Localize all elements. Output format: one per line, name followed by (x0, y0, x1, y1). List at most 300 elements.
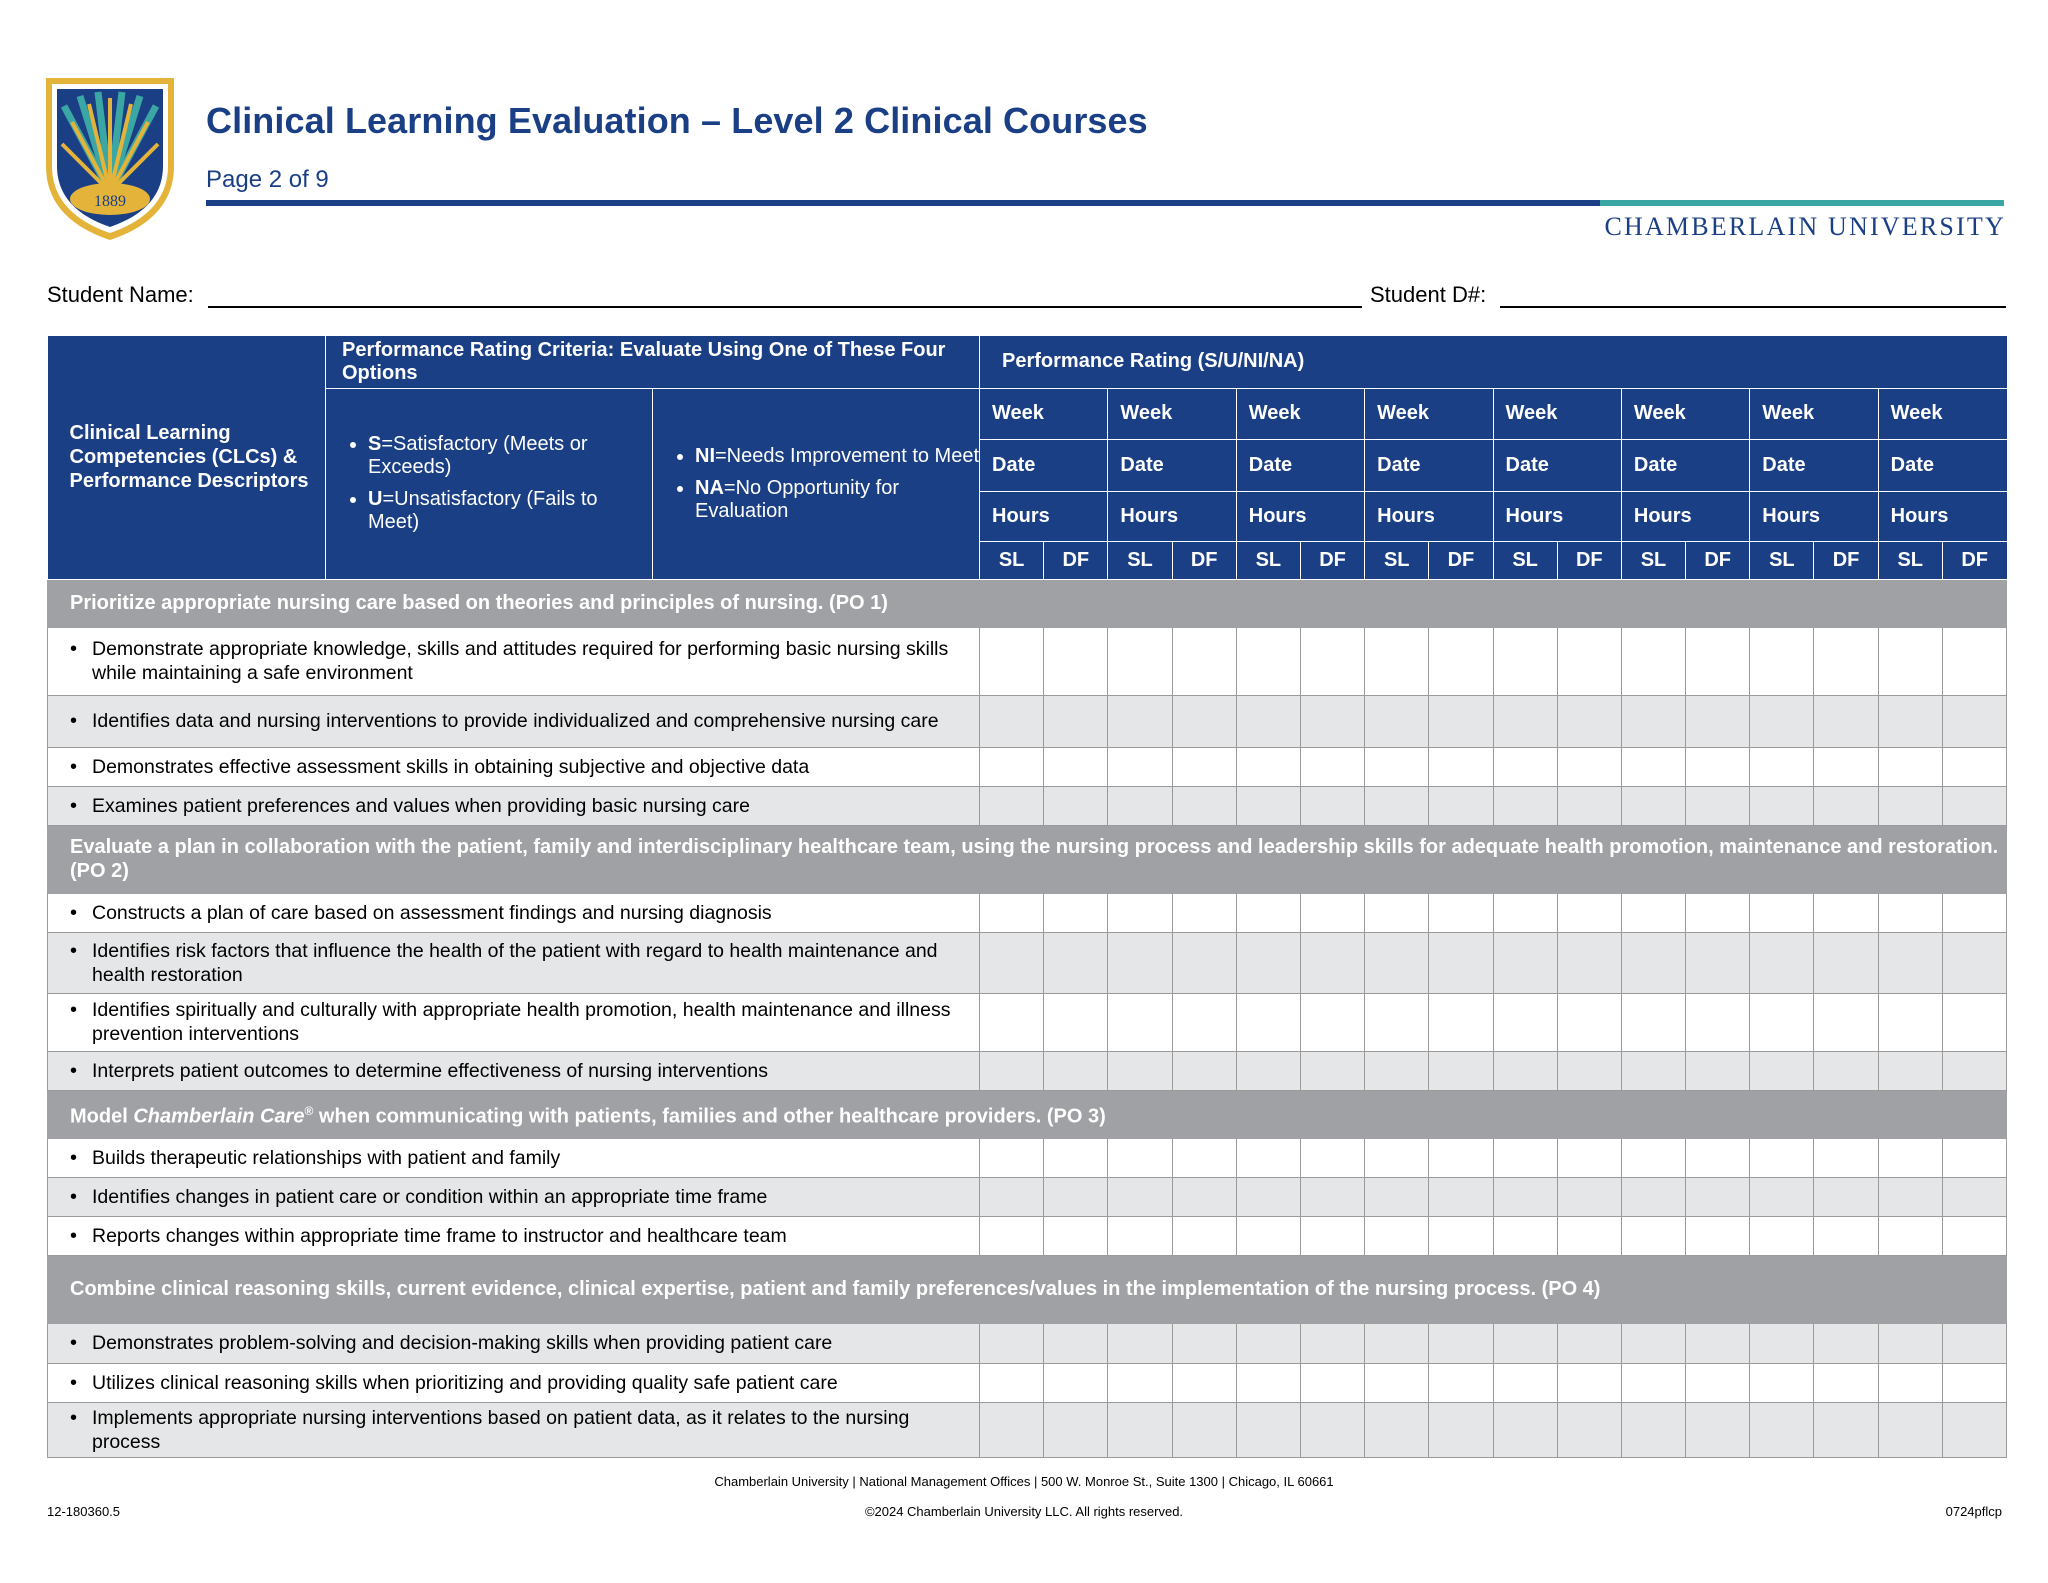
sl-rating-cell[interactable] (1108, 1138, 1172, 1177)
sl-rating-cell[interactable] (1493, 993, 1557, 1051)
sl-header-8: SL (1878, 541, 1942, 579)
sl-rating-cell[interactable] (1878, 627, 1942, 695)
competency-text: • Identifies risk factors that influence the health of the patient with regard to health maintenance and health restoration (70, 939, 971, 987)
df-rating-cell[interactable] (1942, 993, 2006, 1051)
sl-rating-cell[interactable] (1365, 1323, 1429, 1363)
date-cell-5: Date (1493, 439, 1621, 491)
df-rating-cell[interactable] (1429, 1051, 1493, 1090)
sl-rating-cell[interactable] (1621, 893, 1685, 932)
sl-rating-cell[interactable] (1108, 1323, 1172, 1363)
df-rating-cell[interactable] (1814, 1363, 1878, 1402)
sl-rating-cell[interactable] (1365, 1177, 1429, 1216)
df-rating-cell[interactable] (1429, 893, 1493, 932)
df-rating-cell[interactable] (1172, 1051, 1236, 1090)
df-rating-cell[interactable] (1044, 1363, 1108, 1402)
competency-text: • Identifies data and nursing interventions to provide individualized and comprehensive nursing care (70, 709, 971, 733)
sl-rating-cell[interactable] (1621, 993, 1685, 1051)
df-rating-cell[interactable] (1044, 1323, 1108, 1363)
sl-rating-cell[interactable] (1621, 786, 1685, 825)
df-rating-cell[interactable] (1557, 993, 1621, 1051)
week-cell-1: Week (980, 388, 1108, 439)
df-rating-cell[interactable] (1686, 747, 1750, 786)
df-rating-cell[interactable] (1942, 1323, 2006, 1363)
df-rating-cell[interactable] (1942, 627, 2006, 695)
hours-cell-3: Hours (1236, 491, 1364, 541)
option-na: • NA=No Opportunity for Evaluation (695, 477, 979, 523)
df-rating-cell[interactable] (1300, 1323, 1364, 1363)
sl-rating-cell[interactable] (1750, 993, 1814, 1051)
df-rating-cell[interactable] (1814, 1216, 1878, 1255)
sl-rating-cell[interactable] (1750, 695, 1814, 747)
competency-descriptor (48, 1323, 980, 1363)
sl-rating-cell[interactable] (980, 1138, 1044, 1177)
sl-rating-cell[interactable] (1365, 1051, 1429, 1090)
sl-rating-cell[interactable] (1365, 932, 1429, 993)
df-rating-cell[interactable] (1172, 1323, 1236, 1363)
df-rating-cell[interactable] (1686, 1363, 1750, 1402)
competency-descriptor (48, 747, 980, 786)
sl-rating-cell[interactable] (1108, 627, 1172, 695)
competency-descriptor (48, 786, 980, 825)
competency-descriptor (48, 1177, 980, 1216)
week-cell-5: Week (1493, 388, 1621, 439)
hours-cell-2: Hours (1108, 491, 1236, 541)
df-rating-cell[interactable] (1686, 1138, 1750, 1177)
sl-rating-cell[interactable] (980, 1216, 1044, 1255)
df-header-5: DF (1557, 541, 1621, 579)
df-rating-cell[interactable] (1942, 1363, 2006, 1402)
df-rating-cell[interactable] (1557, 627, 1621, 695)
sl-rating-cell[interactable] (1365, 695, 1429, 747)
df-rating-cell[interactable] (1686, 695, 1750, 747)
df-rating-cell[interactable] (1557, 1216, 1621, 1255)
sl-rating-cell[interactable] (980, 1363, 1044, 1402)
sl-rating-cell[interactable] (1621, 627, 1685, 695)
df-rating-cell[interactable] (1172, 1138, 1236, 1177)
df-rating-cell[interactable] (1300, 1402, 1364, 1457)
df-rating-cell[interactable] (1429, 786, 1493, 825)
df-rating-cell[interactable] (1044, 786, 1108, 825)
sl-rating-cell[interactable] (1750, 1177, 1814, 1216)
df-rating-cell[interactable] (1814, 893, 1878, 932)
df-rating-cell[interactable] (1044, 932, 1108, 993)
sl-rating-cell[interactable] (980, 1323, 1044, 1363)
sl-rating-cell[interactable] (1493, 932, 1557, 993)
header-rule-blue (206, 200, 1600, 206)
df-rating-cell[interactable] (1686, 893, 1750, 932)
competency-descriptor (48, 893, 980, 932)
df-rating-cell[interactable] (1172, 932, 1236, 993)
sl-rating-cell[interactable] (980, 893, 1044, 932)
sl-rating-cell[interactable] (1878, 993, 1942, 1051)
df-rating-cell[interactable] (1942, 932, 2006, 993)
df-rating-cell[interactable] (1686, 932, 1750, 993)
footer-form-id: 12-180360.5 (47, 1504, 121, 1519)
df-rating-cell[interactable] (1429, 1323, 1493, 1363)
df-rating-cell[interactable] (1557, 1138, 1621, 1177)
df-rating-cell[interactable] (1429, 1216, 1493, 1255)
df-rating-cell[interactable] (1942, 1177, 2006, 1216)
df-rating-cell[interactable] (1942, 1138, 2006, 1177)
sl-rating-cell[interactable] (1108, 1177, 1172, 1216)
week-cell-6: Week (1621, 388, 1749, 439)
clc-column-header: Clinical Learning Competencies (CLCs) & Performance Descriptors (48, 336, 326, 579)
sl-rating-cell[interactable] (1108, 1051, 1172, 1090)
df-rating-cell[interactable] (1044, 627, 1108, 695)
competency-row (48, 1051, 2007, 1090)
chamberlain-crest-logo (42, 74, 178, 244)
df-rating-cell[interactable] (1044, 695, 1108, 747)
df-rating-cell[interactable] (1300, 1177, 1364, 1216)
footer-address: Chamberlain University | National Management Offices | 500 W. Monroe St., Suite 1300 | Chicago, IL 60661 (714, 1474, 1334, 1489)
competency-descriptor (48, 1216, 980, 1255)
sl-rating-cell[interactable] (1365, 1402, 1429, 1457)
sl-rating-cell[interactable] (980, 1177, 1044, 1216)
sl-rating-cell[interactable] (1621, 1138, 1685, 1177)
df-rating-cell[interactable] (1300, 1051, 1364, 1090)
sl-rating-cell[interactable] (1621, 1216, 1685, 1255)
sl-rating-cell[interactable] (1365, 1363, 1429, 1402)
hours-cell-7: Hours (1750, 491, 1878, 541)
df-rating-cell[interactable] (1044, 747, 1108, 786)
sl-rating-cell[interactable] (1365, 1216, 1429, 1255)
sl-rating-cell[interactable] (1493, 1138, 1557, 1177)
sl-rating-cell[interactable] (1365, 893, 1429, 932)
df-rating-cell[interactable] (1814, 1402, 1878, 1457)
sl-rating-cell[interactable] (1365, 786, 1429, 825)
df-rating-cell[interactable] (1172, 695, 1236, 747)
df-rating-cell[interactable] (1044, 1402, 1108, 1457)
sl-rating-cell[interactable] (1108, 993, 1172, 1051)
sl-rating-cell[interactable] (1750, 1323, 1814, 1363)
df-rating-cell[interactable] (1557, 747, 1621, 786)
sl-rating-cell[interactable] (1236, 695, 1300, 747)
student-name-field[interactable] (208, 306, 1362, 308)
sl-rating-cell[interactable] (1493, 1363, 1557, 1402)
df-rating-cell[interactable] (1172, 1363, 1236, 1402)
sl-rating-cell[interactable] (1750, 747, 1814, 786)
competency-descriptor (48, 1402, 980, 1457)
university-wordmark: CHAMBERLAIN UNIVERSITY (1604, 212, 2006, 241)
sl-rating-cell[interactable] (980, 786, 1044, 825)
week-cell-2: Week (1108, 388, 1236, 439)
df-rating-cell[interactable] (1814, 993, 1878, 1051)
df-rating-cell[interactable] (1172, 893, 1236, 932)
df-rating-cell[interactable] (1044, 1216, 1108, 1255)
sl-rating-cell[interactable] (1878, 932, 1942, 993)
section-header-po2: Evaluate a plan in collaboration with the patient, family and interdisciplinary healthcare team, using the nursing process and leadership skills for adequate health promotion, maintenance and restoration. (PO 2) (48, 825, 2007, 893)
section-header-po4: Combine clinical reasoning skills, current evidence, clinical expertise, patient and family preferences/values in the implementation of the nursing process. (PO 4) (48, 1255, 2007, 1323)
section-header-po1: Prioritize appropriate nursing care based on theories and principles of nursing. (PO 1) (48, 579, 2007, 627)
df-rating-cell[interactable] (1942, 1051, 2006, 1090)
sl-rating-cell[interactable] (1236, 1177, 1300, 1216)
sl-rating-cell[interactable] (980, 1402, 1044, 1457)
competency-row (48, 786, 2007, 825)
sl-rating-cell[interactable] (1493, 695, 1557, 747)
sl-rating-cell[interactable] (1750, 1138, 1814, 1177)
sl-rating-cell[interactable] (1493, 747, 1557, 786)
sl-rating-cell[interactable] (1750, 1051, 1814, 1090)
sl-rating-cell[interactable] (1493, 627, 1557, 695)
competency-row (48, 1177, 2007, 1216)
df-rating-cell[interactable] (1172, 993, 1236, 1051)
competency-row (48, 627, 2007, 695)
sl-rating-cell[interactable] (1108, 695, 1172, 747)
sl-header-4: SL (1365, 541, 1429, 579)
sl-rating-cell[interactable] (1108, 932, 1172, 993)
sl-rating-cell[interactable] (1108, 1402, 1172, 1457)
sl-rating-cell[interactable] (1236, 786, 1300, 825)
df-rating-cell[interactable] (1557, 1402, 1621, 1457)
competency-descriptor (48, 627, 980, 695)
sl-rating-cell[interactable] (1750, 786, 1814, 825)
page-number: Page 2 of 9 (206, 166, 329, 193)
competency-row (48, 993, 2007, 1051)
df-rating-cell[interactable] (1172, 1402, 1236, 1457)
date-cell-6: Date (1621, 439, 1749, 491)
date-cell-3: Date (1236, 439, 1364, 491)
df-rating-cell[interactable] (1686, 1051, 1750, 1090)
sl-rating-cell[interactable] (1750, 1363, 1814, 1402)
competency-text: • Utilizes clinical reasoning skills when prioritizing and providing quality safe patient care (70, 1371, 971, 1395)
df-rating-cell[interactable] (1942, 747, 2006, 786)
df-rating-cell[interactable] (1429, 993, 1493, 1051)
df-rating-cell[interactable] (1814, 747, 1878, 786)
sl-rating-cell[interactable] (1365, 627, 1429, 695)
criteria-options-right (653, 388, 980, 579)
df-rating-cell[interactable] (1814, 786, 1878, 825)
competency-text: • Reports changes within appropriate time frame to instructor and healthcare team (70, 1224, 971, 1248)
sl-rating-cell[interactable] (1878, 747, 1942, 786)
sl-rating-cell[interactable] (1236, 1363, 1300, 1402)
sl-rating-cell[interactable] (1750, 932, 1814, 993)
sl-rating-cell[interactable] (1750, 627, 1814, 695)
competency-row (48, 1138, 2007, 1177)
competency-text: • Identifies spiritually and culturally with appropriate health promotion, health maintenance and illness prevention interventions (70, 998, 971, 1046)
df-rating-cell[interactable] (1686, 1216, 1750, 1255)
competency-text: • Constructs a plan of care based on assessment findings and nursing diagnosis (70, 901, 971, 925)
df-rating-cell[interactable] (1172, 1216, 1236, 1255)
df-rating-cell[interactable] (1429, 1138, 1493, 1177)
sl-rating-cell[interactable] (1108, 747, 1172, 786)
sl-rating-cell[interactable] (1621, 1051, 1685, 1090)
evaluation-table (47, 336, 2007, 1458)
df-rating-cell[interactable] (1686, 627, 1750, 695)
sl-rating-cell[interactable] (1621, 747, 1685, 786)
df-rating-cell[interactable] (1300, 747, 1364, 786)
sl-rating-cell[interactable] (1621, 1363, 1685, 1402)
df-rating-cell[interactable] (1429, 747, 1493, 786)
df-rating-cell[interactable] (1429, 932, 1493, 993)
df-rating-cell[interactable] (1044, 1138, 1108, 1177)
sl-rating-cell[interactable] (1878, 1402, 1942, 1457)
sl-rating-cell[interactable] (1493, 1051, 1557, 1090)
sl-rating-cell[interactable] (1621, 695, 1685, 747)
sl-rating-cell[interactable] (1236, 627, 1300, 695)
competency-descriptor (48, 695, 980, 747)
student-id-field[interactable] (1500, 306, 2006, 308)
sl-rating-cell[interactable] (1365, 1138, 1429, 1177)
competency-row (48, 932, 2007, 993)
df-rating-cell[interactable] (1686, 1402, 1750, 1457)
sl-rating-cell[interactable] (1108, 1363, 1172, 1402)
date-cell-1: Date (980, 439, 1108, 491)
sl-rating-cell[interactable] (1878, 1177, 1942, 1216)
df-rating-cell[interactable] (1300, 786, 1364, 825)
df-rating-cell[interactable] (1686, 1323, 1750, 1363)
competency-row (48, 695, 2007, 747)
sl-rating-cell[interactable] (980, 932, 1044, 993)
sl-rating-cell[interactable] (980, 993, 1044, 1051)
df-rating-cell[interactable] (1942, 786, 2006, 825)
sl-rating-cell[interactable] (1878, 786, 1942, 825)
footer-code: 0724pflcp (1945, 1504, 2002, 1519)
df-rating-cell[interactable] (1429, 1363, 1493, 1402)
df-rating-cell[interactable] (1557, 1177, 1621, 1216)
df-rating-cell[interactable] (1300, 932, 1364, 993)
sl-rating-cell[interactable] (1878, 1138, 1942, 1177)
sl-header-1: SL (980, 541, 1044, 579)
df-rating-cell[interactable] (1557, 893, 1621, 932)
df-rating-cell[interactable] (1686, 1177, 1750, 1216)
df-rating-cell[interactable] (1686, 993, 1750, 1051)
sl-rating-cell[interactable] (1878, 893, 1942, 932)
df-rating-cell[interactable] (1814, 1051, 1878, 1090)
df-rating-cell[interactable] (1814, 1323, 1878, 1363)
sl-rating-cell[interactable] (1236, 1402, 1300, 1457)
df-rating-cell[interactable] (1942, 695, 2006, 747)
df-rating-cell[interactable] (1557, 932, 1621, 993)
df-rating-cell[interactable] (1942, 1216, 2006, 1255)
hours-cell-1: Hours (980, 491, 1108, 541)
df-rating-cell[interactable] (1300, 993, 1364, 1051)
competency-text: • Demonstrates effective assessment skills in obtaining subjective and objective data (70, 755, 971, 779)
df-rating-cell[interactable] (1814, 695, 1878, 747)
df-header-1: DF (1044, 541, 1108, 579)
df-rating-cell[interactable] (1300, 627, 1364, 695)
df-rating-cell[interactable] (1814, 1138, 1878, 1177)
df-rating-cell[interactable] (1172, 627, 1236, 695)
df-rating-cell[interactable] (1814, 1177, 1878, 1216)
df-rating-cell[interactable] (1044, 1051, 1108, 1090)
sl-rating-cell[interactable] (1236, 993, 1300, 1051)
sl-rating-cell[interactable] (1365, 993, 1429, 1051)
df-rating-cell[interactable] (1557, 1363, 1621, 1402)
sl-rating-cell[interactable] (1236, 747, 1300, 786)
date-cell-7: Date (1750, 439, 1878, 491)
sl-rating-cell[interactable] (1236, 932, 1300, 993)
sl-rating-cell[interactable] (1493, 786, 1557, 825)
df-rating-cell[interactable] (1044, 993, 1108, 1051)
sl-rating-cell[interactable] (1878, 1323, 1942, 1363)
sl-rating-cell[interactable] (980, 695, 1044, 747)
sl-rating-cell[interactable] (1493, 893, 1557, 932)
sl-rating-cell[interactable] (1878, 1216, 1942, 1255)
sl-rating-cell[interactable] (1236, 1138, 1300, 1177)
sl-rating-cell[interactable] (980, 747, 1044, 786)
sl-rating-cell[interactable] (1493, 1177, 1557, 1216)
competency-row (48, 1363, 2007, 1402)
competency-text: • Examines patient preferences and values when providing basic nursing care (70, 794, 971, 818)
df-header-3: DF (1300, 541, 1364, 579)
df-rating-cell[interactable] (1300, 695, 1364, 747)
sl-rating-cell[interactable] (1878, 1363, 1942, 1402)
sl-rating-cell[interactable] (980, 627, 1044, 695)
sl-rating-cell[interactable] (1750, 1216, 1814, 1255)
student-name-label: Student Name: (47, 282, 194, 307)
sl-rating-cell[interactable] (1365, 747, 1429, 786)
df-rating-cell[interactable] (1429, 1402, 1493, 1457)
df-rating-cell[interactable] (1814, 627, 1878, 695)
df-rating-cell[interactable] (1044, 1177, 1108, 1216)
sl-rating-cell[interactable] (1108, 786, 1172, 825)
sl-rating-cell[interactable] (980, 1051, 1044, 1090)
competency-descriptor (48, 1363, 980, 1402)
sl-rating-cell[interactable] (1236, 893, 1300, 932)
df-header-2: DF (1172, 541, 1236, 579)
svg-text:1889: 1889 (94, 193, 126, 210)
df-rating-cell[interactable] (1686, 786, 1750, 825)
hours-cell-4: Hours (1365, 491, 1493, 541)
df-rating-cell[interactable] (1300, 1138, 1364, 1177)
sl-rating-cell[interactable] (1621, 1323, 1685, 1363)
df-rating-cell[interactable] (1044, 893, 1108, 932)
df-rating-cell[interactable] (1557, 1323, 1621, 1363)
competency-row (48, 893, 2007, 932)
df-rating-cell[interactable] (1172, 786, 1236, 825)
option-s: • S=Satisfactory (Meets or Exceeds) (368, 433, 652, 479)
df-rating-cell[interactable] (1429, 695, 1493, 747)
sl-rating-cell[interactable] (1236, 1216, 1300, 1255)
sl-rating-cell[interactable] (1236, 1051, 1300, 1090)
sl-rating-cell[interactable] (1621, 1402, 1685, 1457)
sl-rating-cell[interactable] (1621, 932, 1685, 993)
hours-cell-5: Hours (1493, 491, 1621, 541)
df-rating-cell[interactable] (1429, 627, 1493, 695)
df-rating-cell[interactable] (1557, 786, 1621, 825)
df-rating-cell[interactable] (1172, 747, 1236, 786)
week-cell-8: Week (1878, 388, 2006, 439)
sl-rating-cell[interactable] (1878, 695, 1942, 747)
sl-rating-cell[interactable] (1493, 1402, 1557, 1457)
sl-rating-cell[interactable] (1493, 1323, 1557, 1363)
footer-copyright: ©2024 Chamberlain University LLC. All rights reserved. (864, 1504, 1184, 1519)
df-rating-cell[interactable] (1557, 1051, 1621, 1090)
sl-rating-cell[interactable] (1621, 1177, 1685, 1216)
sl-rating-cell[interactable] (1878, 1051, 1942, 1090)
df-rating-cell[interactable] (1942, 893, 2006, 932)
df-rating-cell[interactable] (1557, 695, 1621, 747)
sl-rating-cell[interactable] (1108, 893, 1172, 932)
sl-rating-cell[interactable] (1750, 893, 1814, 932)
df-rating-cell[interactable] (1429, 1177, 1493, 1216)
competency-descriptor (48, 932, 980, 993)
df-rating-cell[interactable] (1300, 1363, 1364, 1402)
sl-header-7: SL (1750, 541, 1814, 579)
df-rating-cell[interactable] (1172, 1177, 1236, 1216)
sl-rating-cell[interactable] (1493, 1216, 1557, 1255)
week-cell-7: Week (1750, 388, 1878, 439)
week-cell-3: Week (1236, 388, 1364, 439)
df-rating-cell[interactable] (1942, 1402, 2006, 1457)
df-rating-cell[interactable] (1814, 932, 1878, 993)
sl-rating-cell[interactable] (1108, 1216, 1172, 1255)
sl-rating-cell[interactable] (1236, 1323, 1300, 1363)
competency-text: • Identifies changes in patient care or condition within an appropriate time frame (70, 1185, 971, 1209)
df-rating-cell[interactable] (1300, 893, 1364, 932)
df-rating-cell[interactable] (1300, 1216, 1364, 1255)
sl-rating-cell[interactable] (1750, 1402, 1814, 1457)
